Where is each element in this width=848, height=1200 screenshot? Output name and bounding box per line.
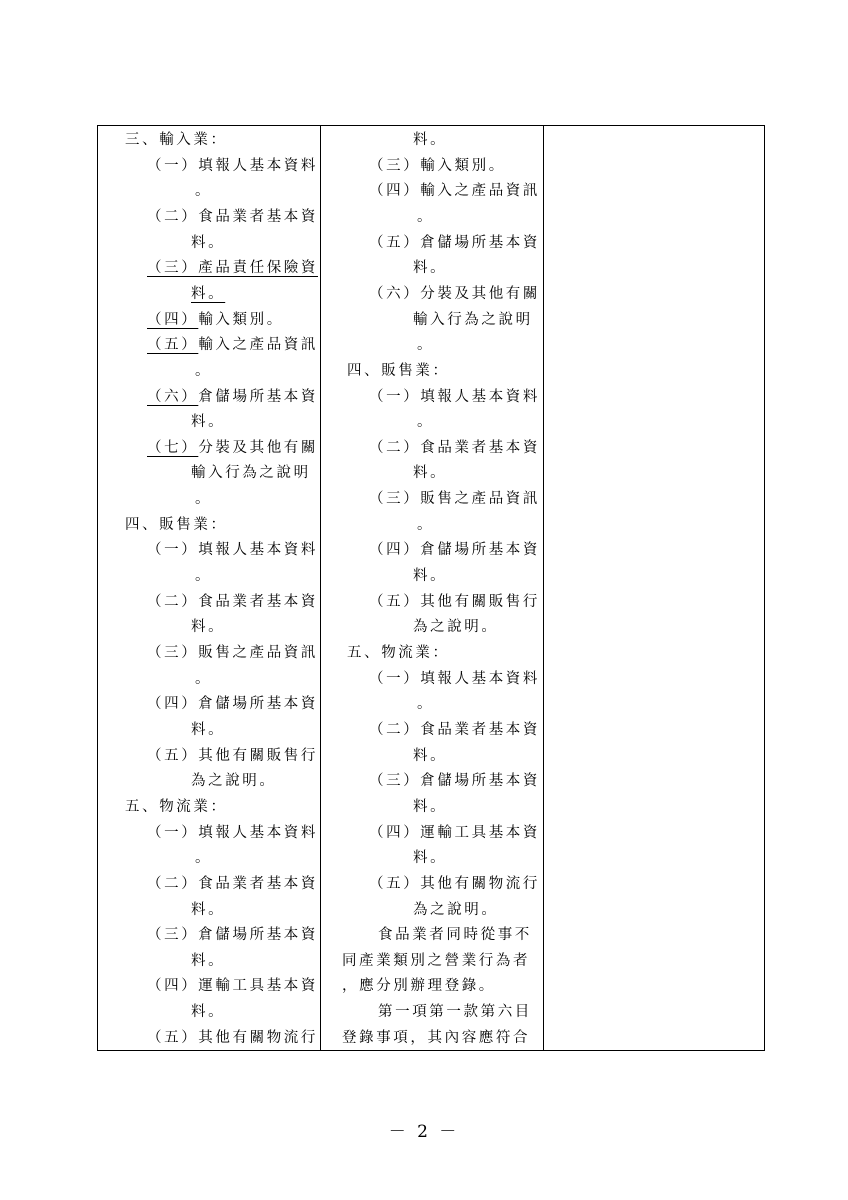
current-line: 食品業者同時從事不	[378, 927, 532, 944]
amended-line: （三）產品責任保險資	[147, 260, 318, 277]
current-line: （二）食品業者基本資	[369, 721, 540, 738]
amended-line: 料。	[191, 952, 226, 969]
amended-line: 料。	[191, 414, 226, 431]
amended-line: 四、販售業：	[125, 516, 228, 533]
amended-line: （五）其他有關販售行	[147, 747, 318, 764]
amended-line	[147, 384, 318, 410]
amended-marker: （四）	[147, 311, 199, 328]
amended-line: （二）食品業者基本資	[147, 208, 318, 225]
current-line: 料。	[413, 132, 448, 148]
amended-line: 料。	[191, 721, 226, 738]
amended-line: 為之說明。	[191, 773, 277, 790]
item-text: 倉儲場所基本資	[198, 388, 319, 405]
current-line: 。	[417, 414, 435, 431]
current-line: 四、販售業：	[347, 362, 450, 379]
current-line: 登錄事項，其內容應符合	[342, 1029, 531, 1046]
amended-line: 三、輸入業：	[125, 132, 228, 148]
page-number: － 2 －	[388, 1122, 460, 1142]
amended-line: 。	[195, 491, 213, 508]
current-line: （一）填報人基本資料	[369, 388, 540, 405]
current-line: （六）分裝及其他有關	[369, 285, 540, 302]
comparison-table	[97, 125, 765, 1051]
explanation-column	[543, 126, 764, 1050]
current-line: 料。	[413, 465, 448, 482]
current-line: 。	[417, 337, 435, 354]
amended-line: （二）食品業者基本資	[147, 875, 318, 892]
current-line: 料。	[413, 568, 448, 585]
current-line: （三）販售之產品資訊	[369, 491, 540, 508]
amended-line: 。	[195, 670, 213, 687]
amended-line: （五）其他有關物流行	[147, 1029, 318, 1046]
amended-line: 。	[195, 850, 213, 867]
amended-line: （三）販售之產品資訊	[147, 645, 318, 661]
current-line: 。	[417, 696, 435, 713]
current-line: 料。	[413, 850, 448, 867]
current-line: 料。	[413, 260, 448, 277]
current-line: （五）其他有關販售行	[369, 593, 540, 610]
current-line: 同產業類別之營業行為者	[342, 952, 531, 969]
amended-line: （三）倉儲場所基本資	[147, 927, 318, 944]
current-text-column	[320, 126, 544, 1050]
amended-line: 。	[195, 362, 213, 379]
amended-line: 輸入行為之說明	[191, 465, 311, 482]
current-line: 為之說明。	[413, 901, 499, 918]
current-line: （三）倉儲場所基本資	[369, 773, 540, 790]
current-line: 。	[417, 516, 435, 533]
amended-line: 料。	[191, 1004, 226, 1021]
amended-line: （二）食品業者基本資	[147, 593, 318, 610]
current-line: 。	[417, 208, 435, 225]
current-line: 料。	[413, 747, 448, 764]
amended-line: 料。	[191, 901, 226, 918]
amended-line	[147, 332, 318, 358]
current-line: （五）其他有關物流行	[369, 875, 540, 892]
item-text: 輸入之產品資訊	[198, 337, 319, 354]
amended-line: 五、物流業：	[125, 798, 228, 815]
current-line: （五）倉儲場所基本資	[369, 234, 540, 251]
amended-marker: （五）	[147, 337, 199, 354]
current-line: （四）輸入之產品資訊	[369, 183, 540, 200]
amended-line: （一）填報人基本資料	[147, 542, 318, 559]
current-line: （一）填報人基本資料	[369, 670, 540, 687]
amended-line: 料。	[191, 285, 226, 302]
amended-line	[147, 435, 318, 461]
amended-text-column	[98, 126, 321, 1050]
current-line: 為之說明。	[413, 619, 499, 636]
current-line: 五、物流業：	[347, 645, 450, 661]
amended-line: （一）填報人基本資料	[147, 824, 318, 841]
amended-line: 料。	[191, 234, 226, 251]
current-line: （四）運輸工具基本資	[369, 824, 540, 841]
current-line: 輸入行為之說明	[413, 311, 533, 328]
current-line: （三）輸入類別。	[369, 157, 506, 174]
amended-line: 。	[195, 183, 213, 200]
amended-line: （四）倉儲場所基本資	[147, 696, 318, 713]
amended-marker: （六）	[147, 388, 199, 405]
amended-line: 料。	[191, 619, 226, 636]
item-text: 分裝及其他有關	[198, 439, 319, 456]
amended-line: 。	[195, 568, 213, 585]
current-line: 第一項第一款第六目	[378, 1004, 532, 1021]
current-line: （二）食品業者基本資	[369, 439, 540, 456]
amended-marker: （七）	[147, 439, 199, 456]
current-line: 料。	[413, 798, 448, 815]
amended-line	[147, 307, 284, 333]
amended-line: （四）運輸工具基本資	[147, 978, 318, 995]
item-text: 輸入類別。	[198, 311, 284, 328]
amended-line: （一）填報人基本資料	[147, 157, 318, 174]
current-line: ，應分別辦理登錄。	[342, 978, 496, 995]
current-line: （四）倉儲場所基本資	[369, 542, 540, 559]
